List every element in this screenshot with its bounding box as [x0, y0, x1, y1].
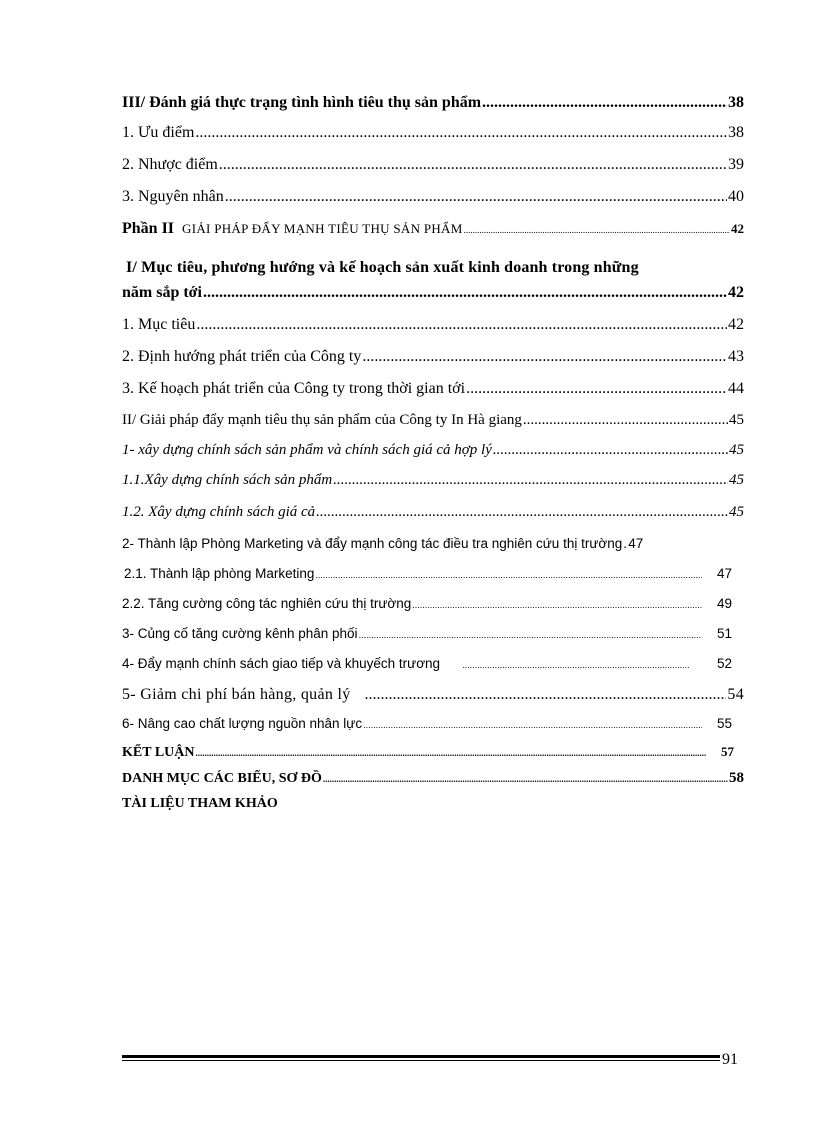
toc-leader-dots — [362, 348, 727, 366]
toc-leader-dots — [195, 748, 706, 758]
toc-leader-dots — [359, 630, 702, 640]
toc-entry — [122, 348, 744, 380]
toc-entry-title: 1- xây dựng chính sách sản phẩm và chính sách giá cả hợp lý — [122, 442, 492, 458]
toc-entry — [122, 188, 744, 220]
toc-leader-dots — [333, 472, 728, 489]
toc-leader-dots — [482, 94, 727, 112]
toc-entry-title: 3- Củng cố tăng cường kênh phân phối — [122, 626, 358, 641]
toc-entry — [122, 472, 744, 504]
toc-entry-title-line2: năm sắp tới — [122, 284, 202, 301]
footer-rule — [122, 1055, 720, 1061]
toc-entry-page: 51 — [716, 626, 732, 641]
toc-entry-page: 58 — [729, 770, 744, 786]
toc-entry-title: 2. Nhược điểm — [122, 156, 218, 173]
toc-leader-dots — [623, 536, 627, 551]
toc-leader-dots — [365, 686, 727, 704]
toc-leader-dots — [464, 225, 730, 235]
toc-entry-title: 2.2. Tăng cường công tác nghiên cứu thị trường — [122, 596, 412, 611]
toc-entry-title: 4- Đẩy mạnh chính sách giao tiếp và khuyếch trương — [122, 656, 441, 671]
toc-entry — [122, 770, 744, 792]
toc-entry-title: 6- Nâng cao chất lượng nguồn nhân lực — [122, 716, 363, 731]
toc-part-label: Phần II — [122, 220, 175, 237]
toc-entry — [122, 536, 744, 566]
toc-leader-dots — [323, 774, 728, 784]
toc-entry-title: 1.2. Xây dựng chính sách giá cả — [122, 504, 316, 520]
toc-entry-page: 47 — [628, 536, 644, 551]
toc-leader-dots — [412, 600, 702, 610]
toc-entry-page: 54 — [727, 686, 744, 703]
toc-entry-page: 45 — [729, 472, 744, 488]
toc-entry — [122, 656, 744, 686]
toc-entry-title: 1. Mục tiêu — [122, 316, 196, 333]
toc-entry-title: DANH MỤC CÁC BIỂU, SƠ ĐỒ — [122, 771, 322, 786]
toc-leader-dots — [196, 316, 727, 334]
toc-entry — [122, 94, 744, 124]
toc-entry — [122, 716, 744, 744]
toc-entry-page: 57 — [721, 744, 734, 759]
toc-entry-page: 49 — [716, 596, 732, 611]
toc-entry-page: 39 — [728, 156, 744, 173]
toc-entry-title: 3. Nguyên nhân — [122, 188, 224, 205]
toc-leader-dots — [466, 380, 727, 398]
toc-entry-multiline-end — [122, 284, 744, 316]
toc-entry — [122, 504, 744, 536]
toc-entry-title: TÀI LIỆU THAM KHẢO — [122, 796, 278, 811]
toc-entry-title: 5- Giảm chi phí bán hàng, quản lý — [122, 686, 351, 703]
toc-leader-dots — [363, 720, 702, 730]
toc-entry — [122, 596, 744, 626]
toc-entry — [122, 442, 744, 472]
toc-entry-title: 2.1. Thành lập phòng Marketing — [124, 566, 315, 581]
table-of-contents — [122, 94, 744, 816]
toc-entry — [122, 566, 744, 596]
toc-entry-page: 42 — [728, 316, 744, 333]
toc-entry-title: III/ Đánh giá thực trạng tình hình tiêu thụ sản phẩm — [122, 94, 482, 111]
toc-entry-page: 44 — [728, 380, 744, 397]
toc-leader-dots — [219, 156, 727, 174]
toc-leader-dots — [315, 570, 702, 580]
toc-entry — [122, 686, 744, 716]
toc-entry-title: 2- Thành lập Phòng Marketing và đẩy mạnh công tác điều tra nghiên cứu thị trường — [122, 536, 623, 551]
toc-entry-title: 1.1.Xây dựng chính sách sản phẩm — [122, 472, 333, 488]
toc-entry-part — [122, 220, 744, 252]
toc-entry-title: 2. Định hướng phát triển của Công ty — [122, 348, 362, 365]
toc-entry — [122, 316, 744, 348]
toc-entry — [122, 626, 744, 656]
toc-entry-page: 40 — [728, 188, 744, 205]
toc-entry-page: 38 — [728, 94, 744, 111]
toc-entry-title: KẾT LUẬN — [122, 745, 195, 760]
toc-leader-dots — [523, 412, 728, 429]
toc-entry-multiline — [122, 252, 744, 284]
toc-entry-page: 45 — [729, 442, 744, 458]
toc-leader-dots — [203, 284, 727, 302]
toc-entry-page: 55 — [716, 716, 732, 731]
toc-entry — [122, 792, 744, 816]
toc-leader-dots — [195, 124, 727, 142]
toc-entry-page: 45 — [729, 504, 744, 520]
toc-entry-page: 43 — [728, 348, 744, 365]
toc-entry — [122, 744, 744, 770]
toc-entry-page: 42 — [728, 284, 744, 301]
toc-entry — [122, 412, 744, 442]
toc-entry-page: 52 — [716, 656, 732, 671]
toc-leader-dots — [462, 660, 690, 670]
toc-entry-title: II/ Giải pháp đẩy mạnh tiêu thụ sản phẩm của Công ty In Hà giang — [122, 412, 522, 428]
toc-entry-title: 1. Ưu điểm — [122, 124, 195, 141]
toc-entry-title: 3. Kế hoạch phát triển của Công ty trong thời gian tới — [122, 380, 466, 397]
toc-entry-title-line1: I/ Mục tiêu, phương hướng và kế hoạch sản xuất kinh doanh trong những — [126, 259, 639, 276]
toc-entry-page: 47 — [716, 566, 732, 581]
toc-entry — [122, 156, 744, 188]
page-number: 91 — [722, 1051, 738, 1068]
toc-entry — [122, 380, 744, 412]
toc-leader-dots — [225, 188, 727, 206]
toc-entry — [122, 124, 744, 156]
toc-entry-title: GIẢI PHÁP ĐẨY MẠNH TIÊU THỤ SẢN PHẨM — [182, 221, 463, 236]
toc-entry-page: 38 — [728, 124, 744, 141]
toc-entry-page: 45 — [729, 412, 744, 428]
toc-leader-dots — [493, 442, 728, 459]
toc-entry-page: 42 — [731, 221, 744, 236]
toc-leader-dots — [316, 504, 728, 521]
